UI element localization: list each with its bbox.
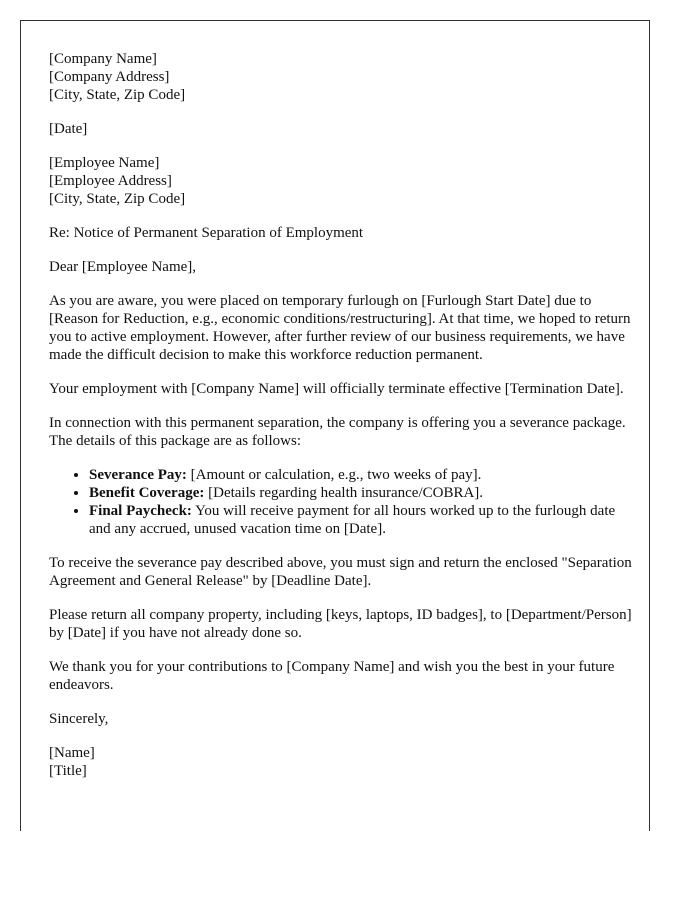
sender-city: [City, State, Zip Code]	[49, 87, 186, 103]
item-label: Benefit Coverage:	[89, 485, 205, 501]
letter-page	[20, 20, 650, 831]
body-paragraph: Your employment with [Company Name] will officially terminate effective [Termination Date].	[49, 381, 624, 397]
signature-block	[49, 744, 634, 780]
sender-block	[49, 50, 634, 104]
list-item	[89, 484, 634, 502]
recipient-block	[49, 154, 634, 208]
item-text: [Amount or calculation, e.g., two weeks of pay].	[186, 467, 482, 483]
body-paragraph: As you are aware, you were placed on temporary furlough on [Furlough Start Date] due to [Reason for Reduction, e.g., economic conditions/restructuring]. At that time, we hoped to return you to active employment. However, after further review of our business requirements, we have made the difficult decision to make this workforce reduction permanent.	[49, 293, 631, 363]
item-label: Severance Pay:	[89, 467, 187, 483]
item-label: Final Paycheck:	[89, 503, 192, 519]
signature-name: [Name]	[49, 745, 95, 761]
recipient-address: [Employee Address]	[49, 173, 172, 189]
sender-name: [Company Name]	[49, 51, 157, 67]
salutation: Dear [Employee Name],	[49, 259, 197, 275]
item-text: [Details regarding health insurance/COBRA].	[204, 485, 484, 501]
body-paragraph: In connection with this permanent separation, the company is offering you a severance package. The details of this package are as follows:	[49, 415, 626, 449]
body-paragraph: Please return all company property, including [keys, laptops, ID badges], to [Department/Person] by [Date] if you have not already done so.	[49, 607, 632, 641]
package-list	[49, 466, 634, 538]
subject-line: Re: Notice of Permanent Separation of Employment	[49, 225, 364, 241]
signoff: Sincerely,	[49, 711, 109, 727]
recipient-city: [City, State, Zip Code]	[49, 191, 186, 207]
list-item	[89, 502, 634, 538]
recipient-name: [Employee Name]	[49, 155, 160, 171]
body-paragraph: We thank you for your contributions to [Company Name] and wish you the best in your future endeavors.	[49, 659, 615, 693]
letter-date: [Date]	[49, 121, 88, 137]
list-item	[89, 466, 634, 484]
sender-address: [Company Address]	[49, 69, 170, 85]
item-text: You will receive payment for all hours worked up to the furlough date and any accrued, unused vacation time on [Date].	[89, 503, 616, 537]
body-paragraph: To receive the severance pay described above, you must sign and return the enclosed "Separation Agreement and General Release" by [Deadline Date].	[49, 555, 632, 589]
signature-title: [Title]	[49, 763, 87, 779]
